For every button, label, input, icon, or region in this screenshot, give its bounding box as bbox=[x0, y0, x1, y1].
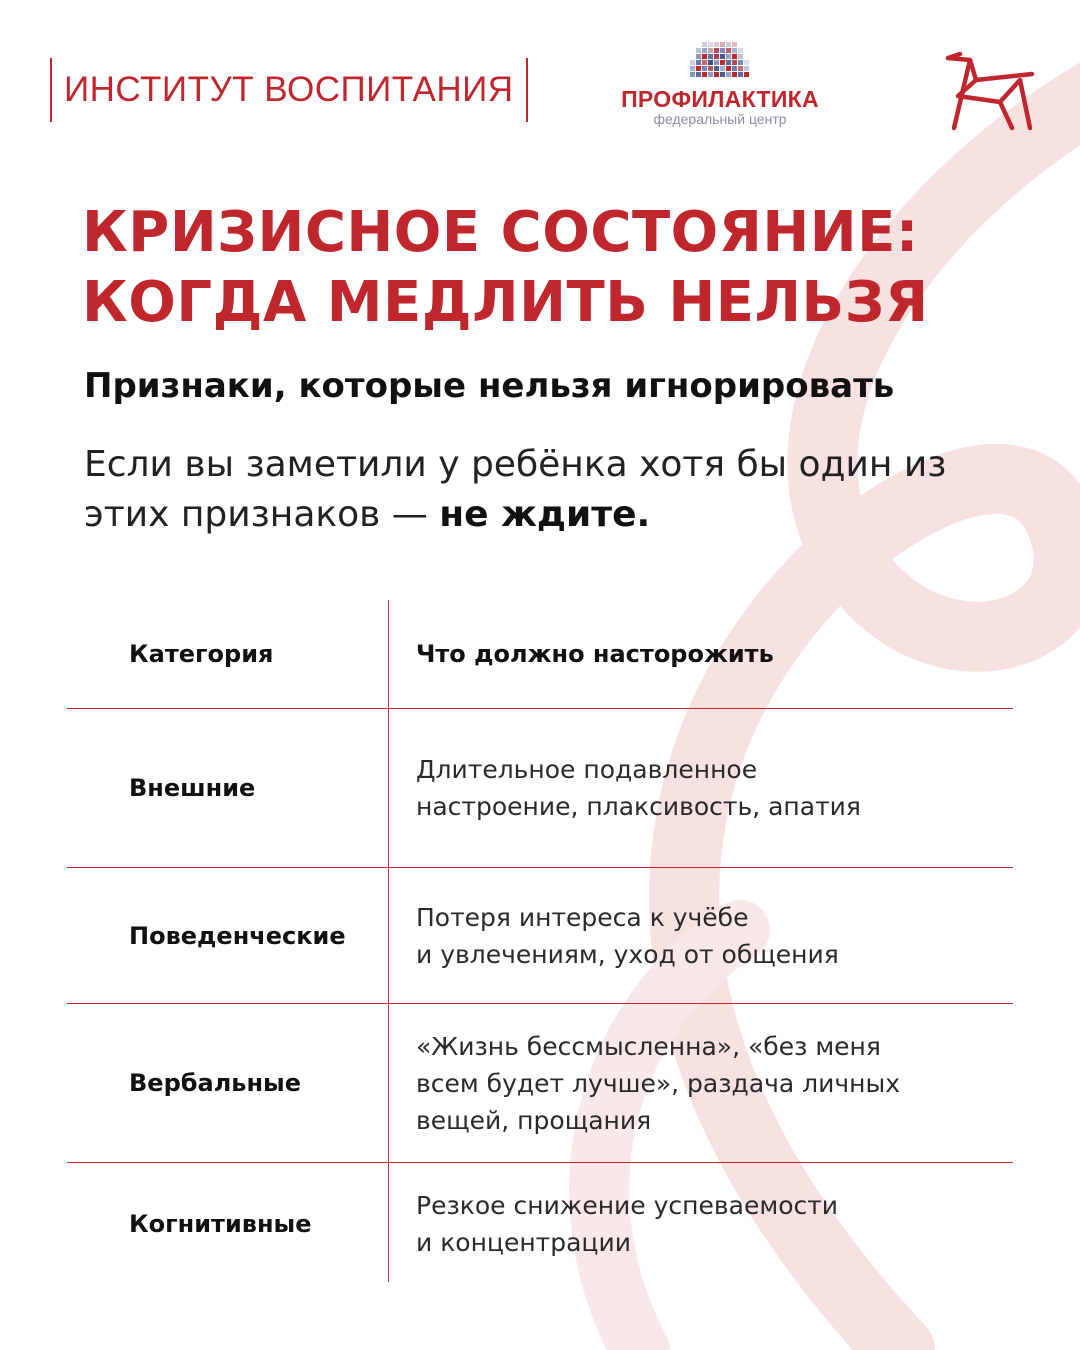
row-category: Внешние bbox=[129, 774, 256, 802]
signs-table bbox=[67, 600, 1013, 1285]
lead-paragraph bbox=[84, 440, 1014, 540]
header-category: Категория bbox=[129, 640, 274, 668]
profilaktika-logo bbox=[600, 42, 840, 127]
table-row bbox=[67, 1163, 1013, 1285]
lead-text: Если вы заметили у ребёнка хотя бы один из этих признаков — bbox=[84, 444, 947, 535]
table-header-row bbox=[67, 600, 1013, 709]
lead-emphasis: не ждите. bbox=[439, 494, 651, 535]
logo-name: ПРОФИЛАКТИКА bbox=[621, 86, 819, 112]
subtitle: Признаки, которые нельзя игнорировать bbox=[84, 366, 895, 406]
logo-grid-icon bbox=[688, 42, 752, 82]
row-signs: Потеря интереса к учёбе и увлечениям, уход от общения bbox=[416, 902, 839, 969]
row-signs: Длительное подавленное настроение, плаксивость, апатия bbox=[416, 755, 861, 821]
table-row bbox=[67, 868, 1013, 1004]
horse-logo-icon bbox=[940, 50, 1036, 132]
title-line-1: КРИЗИСНОЕ СОСТОЯНИЕ: bbox=[82, 200, 919, 265]
page-title bbox=[82, 198, 929, 338]
header-signs: Что должно насторожить bbox=[416, 639, 774, 668]
title-line-2: КОГДА МЕДЛИТЬ НЕЛЬЗЯ bbox=[82, 270, 929, 335]
row-category: Когнитивные bbox=[129, 1210, 312, 1238]
row-signs: Резкое снижение успеваемости и концентрации bbox=[416, 1191, 839, 1257]
row-category: Поведенческие bbox=[129, 921, 346, 950]
logo-subtitle: федеральный центр bbox=[653, 111, 787, 127]
table-row bbox=[67, 709, 1013, 868]
row-category: Вербальные bbox=[129, 1069, 302, 1097]
institute-logo-text: ИНСТИТУТ ВОСПИТАНИЯ bbox=[50, 58, 528, 122]
row-signs: «Жизнь бессмысленна», «без меня всем будет лучше», раздача личных вещей, прощания bbox=[416, 1031, 901, 1135]
table-row bbox=[67, 1004, 1013, 1163]
